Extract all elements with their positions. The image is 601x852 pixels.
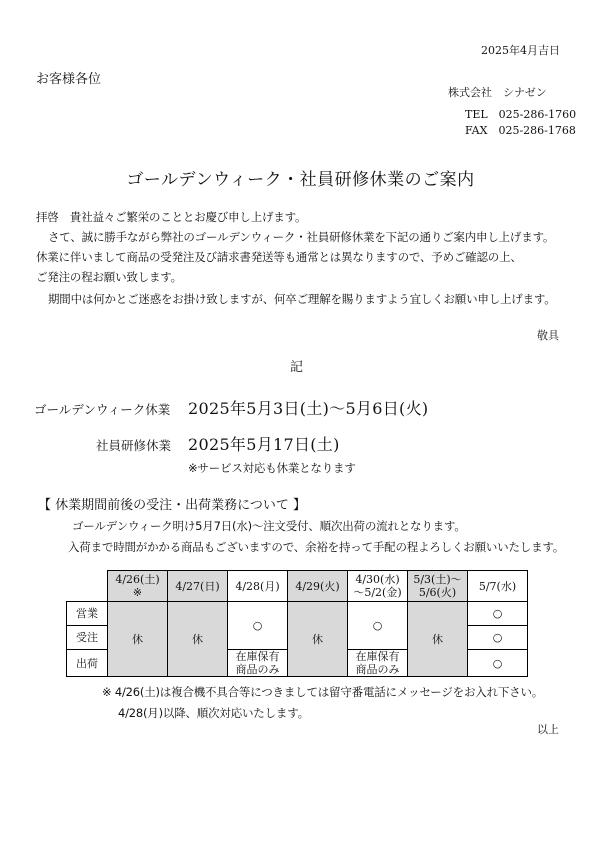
stock-only-cell-4-30: 在庫保有 商品のみ [348, 650, 408, 677]
footnote-line-2: 4/28(月)以降、順次対応いたします。 [118, 706, 309, 720]
row-label-orders: 受注 [67, 626, 108, 650]
training-holiday-dates: 2025年5月17日(土) [188, 435, 340, 454]
section-heading: 【 休業期間前後の受注・出荷業務について 】 [38, 498, 307, 513]
company-fax: FAX 025-286-1768 [465, 124, 576, 137]
closing-ijo: 以上 [537, 723, 559, 736]
open-cell-4-30: ○ [348, 602, 408, 650]
table-header-row [67, 571, 528, 602]
closed-cell-4-26: 休 [108, 602, 168, 677]
open-cell-5-7-orders: ○ [468, 626, 528, 650]
header-4-28: 4/28(月) [228, 571, 288, 602]
section-line-1: ゴールデンウィーク明け5月7日(水)～注文受付、順次出荷の流れとなります。 [72, 519, 466, 533]
header-5-7: 5/7(水) [468, 571, 528, 602]
gw-holiday-label: ゴールデンウィーク休業 [34, 402, 171, 417]
gw-holiday-dates: 2025年5月3日(土)～5月6日(火) [188, 399, 429, 418]
schedule-table [66, 570, 528, 677]
section-line-2: 入荷まで時間がかかる商品もございますので、余裕を持って手配の程よろしくお願いいたします。 [68, 540, 565, 554]
row-label-shipping: 出荷 [67, 650, 108, 677]
document-date: 2025年4月吉日 [481, 44, 560, 57]
header-4-27: 4/27(日) [168, 571, 228, 602]
company-name: 株式会社 シナゼン [448, 86, 547, 99]
announcement-paragraph: さて、誠に勝手ながら弊社のゴールデンウィーク・社員研修休業を下記の通りご案内申し上げます。 [48, 230, 555, 244]
closing-keigu: 敬具 [537, 329, 559, 342]
header-4-30: 4/30(水) ～5/2(金) [348, 571, 408, 602]
training-holiday-label: 社員研修休業 [96, 438, 172, 453]
ki-marker: 記 [290, 360, 304, 375]
open-cell-5-7-business: ○ [468, 602, 528, 626]
open-cell-5-7-shipping: ○ [468, 650, 528, 677]
notice-paragraph-line2: ご発注の程お願い致します。 [36, 270, 182, 284]
page-title: ゴールデンウィーク・社員研修休業のご案内 [126, 170, 475, 190]
closed-cell-4-29: 休 [288, 602, 348, 677]
apology-paragraph: 期間中は何かとご迷惑をお掛け致しますが、何卒ご理解を賜りますよう宜しくお願い申し上げます。 [48, 292, 556, 306]
row-label-business: 営業 [67, 602, 108, 626]
recipient: お客様各位 [36, 72, 102, 87]
closed-cell-5-3: 休 [408, 602, 468, 677]
table-corner [67, 571, 108, 602]
header-4-29: 4/29(火) [288, 571, 348, 602]
table-row [67, 602, 528, 626]
open-cell-4-28: ○ [228, 602, 288, 650]
closed-cell-4-27: 休 [168, 602, 228, 677]
company-tel: TEL 025-286-1760 [465, 108, 577, 121]
greeting-paragraph: 拝啓 貴社益々ご繁栄のこととお慶び申し上げます。 [36, 210, 307, 224]
footnote-line-1: ※ 4/26(土)は複合機不具合等につきましては留守番電話にメッセージをお入れ下さい。 [102, 685, 544, 699]
notice-paragraph-line1: 休業に伴いまして商品の受発注及び請求書発送等も通常とは異なりますので、予めご確認の上、 [36, 250, 522, 264]
header-4-26: 4/26(土) ※ [108, 571, 168, 602]
stock-only-cell-4-28: 在庫保有 商品のみ [228, 650, 288, 677]
service-note: ※サービス対応も休業となります [188, 461, 356, 475]
header-5-3: 5/3(土)～ 5/6(火) [408, 571, 468, 602]
